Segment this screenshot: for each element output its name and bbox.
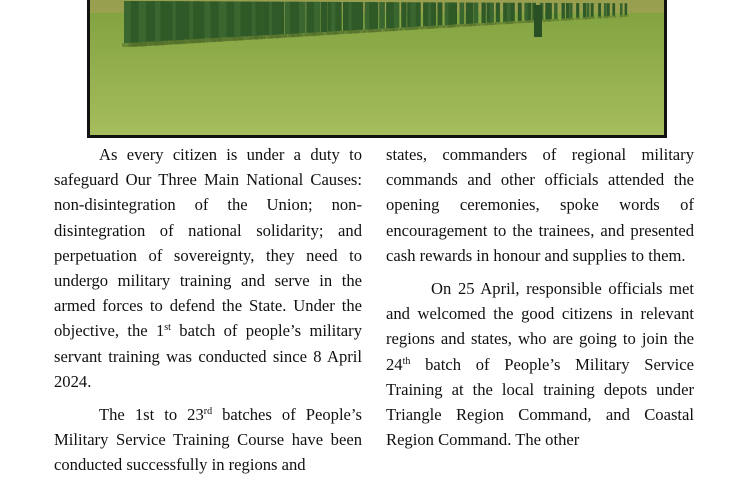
soldier-shadow xyxy=(612,16,616,18)
soldier-figure xyxy=(503,3,507,22)
soldier-figure xyxy=(586,3,589,17)
soldier-shadow xyxy=(586,17,591,19)
soldier-figure xyxy=(431,2,436,25)
soldier-shadow xyxy=(473,23,480,25)
soldier-figure xyxy=(401,2,406,27)
soldier-shadow xyxy=(548,19,554,21)
soldier-figure xyxy=(416,2,421,26)
soldier-figure xyxy=(591,3,594,17)
soldier-figure xyxy=(423,2,428,26)
left-paragraph-1 xyxy=(54,142,362,394)
left-p2-superscript: rd xyxy=(203,406,213,418)
soldier-figure xyxy=(299,2,306,33)
right-p1-text: states, commanders of regional military commands and other officials attended the opening ceremonies, spoke words of encouragement to the trainees, and presented cash rewards in honour and supplies to them. xyxy=(386,145,694,265)
soldier-shadow xyxy=(510,21,517,23)
soldier-figure xyxy=(293,2,300,34)
right-column xyxy=(386,142,694,460)
soldier-figure xyxy=(607,3,610,16)
soldier-figure xyxy=(507,3,511,22)
soldier-figure xyxy=(277,2,284,35)
soldier-shadow xyxy=(489,22,496,24)
soldier-figure xyxy=(612,3,615,15)
soldier-figure xyxy=(160,1,169,41)
soldier-figure xyxy=(620,3,623,15)
left-paragraph-2 xyxy=(54,402,362,478)
soldier-shadow xyxy=(436,25,444,28)
soldier-figure xyxy=(255,2,262,36)
soldier-figure xyxy=(604,3,607,16)
soldier-figure xyxy=(314,2,321,32)
soldier-figure xyxy=(219,1,227,37)
soldier-figure xyxy=(410,2,415,27)
left-p1-text: As every citizen is under a duty to safeguard Our Three Main National Causes: non-disintegration of the Union; non-disintegration of national solidarity; and perpetuation of sovereignty, they need to undergo military training and serve in the armed forces to defend the State. Under the objective, the 1 xyxy=(54,145,362,341)
left-column xyxy=(54,142,362,486)
soldier-figure xyxy=(511,3,515,22)
soldier-shadow xyxy=(624,15,628,17)
soldier-figure xyxy=(263,2,270,36)
soldier-shadow xyxy=(414,27,423,30)
soldier-figure xyxy=(490,3,494,23)
left-p1-tail: batch of people’s military servant training was conducted since 8 April 2024. xyxy=(54,321,362,391)
soldier-shadow xyxy=(451,25,459,28)
soldier-figure xyxy=(554,3,557,19)
soldier-figure xyxy=(335,2,341,31)
soldier-shadow xyxy=(590,17,595,19)
soldier-figure xyxy=(583,3,586,17)
soldier-figure xyxy=(576,3,579,18)
soldier-figure xyxy=(474,3,478,24)
soldier-figure xyxy=(548,3,551,19)
soldier-figure xyxy=(562,3,565,19)
soldier-figure xyxy=(625,3,628,15)
soldier-figure xyxy=(481,3,485,23)
soldier-figure xyxy=(469,3,474,24)
soldier-figure xyxy=(394,2,399,28)
soldier-figure xyxy=(598,3,601,16)
soldier-figure xyxy=(373,2,379,29)
soldier-shadow xyxy=(619,15,623,17)
soldier-figure xyxy=(452,2,457,24)
left-p2-tail: batches of People’s Military Service Training Course have been conducted successfully in regions and xyxy=(54,405,362,475)
soldier-shadow xyxy=(597,16,602,18)
right-p2-tail: batch of People’s Military Service Training at the local training depots under Triangle Region Command, and Coastal Region Command. The other xyxy=(386,354,694,450)
soldier-figure xyxy=(518,3,522,21)
soldier-figure xyxy=(437,2,442,25)
soldier-figure xyxy=(545,3,549,20)
soldier-figure xyxy=(343,2,349,31)
parade-photo-image xyxy=(90,0,664,135)
soldier-shadow xyxy=(569,18,574,20)
soldier-shadow xyxy=(575,18,580,20)
soldier-figure xyxy=(321,2,327,32)
soldier-shadow xyxy=(517,21,523,23)
left-p1-superscript: st xyxy=(164,322,171,334)
soldier-figure xyxy=(524,3,528,21)
soldier-figure xyxy=(241,2,248,37)
soldier-figure xyxy=(566,3,569,18)
soldier-figure xyxy=(460,3,465,25)
soldier-figure xyxy=(357,2,363,30)
right-paragraph-2 xyxy=(386,276,694,452)
right-p2-text: On 25 April, responsible officials met and welcomed the good citizens in relevant regions and states, who are going to join the 24 xyxy=(386,279,694,374)
soldier-shadow xyxy=(606,16,611,18)
soldier-figure xyxy=(352,2,358,30)
soldier-figure xyxy=(569,3,572,18)
officer-figure xyxy=(534,5,542,37)
left-p2-text: The 1st to 23 xyxy=(99,405,204,425)
soldier-figure xyxy=(379,2,385,29)
soldier-figure xyxy=(197,1,205,38)
soldier-figure xyxy=(496,3,500,22)
soldier-figure xyxy=(528,3,532,21)
soldier-shadow xyxy=(553,19,559,21)
soldier-figure xyxy=(182,1,190,39)
right-p2-superscript: th xyxy=(402,355,411,367)
soldier-shadow xyxy=(495,22,502,24)
parade-photo xyxy=(87,0,667,138)
right-paragraph-1 xyxy=(386,142,694,268)
